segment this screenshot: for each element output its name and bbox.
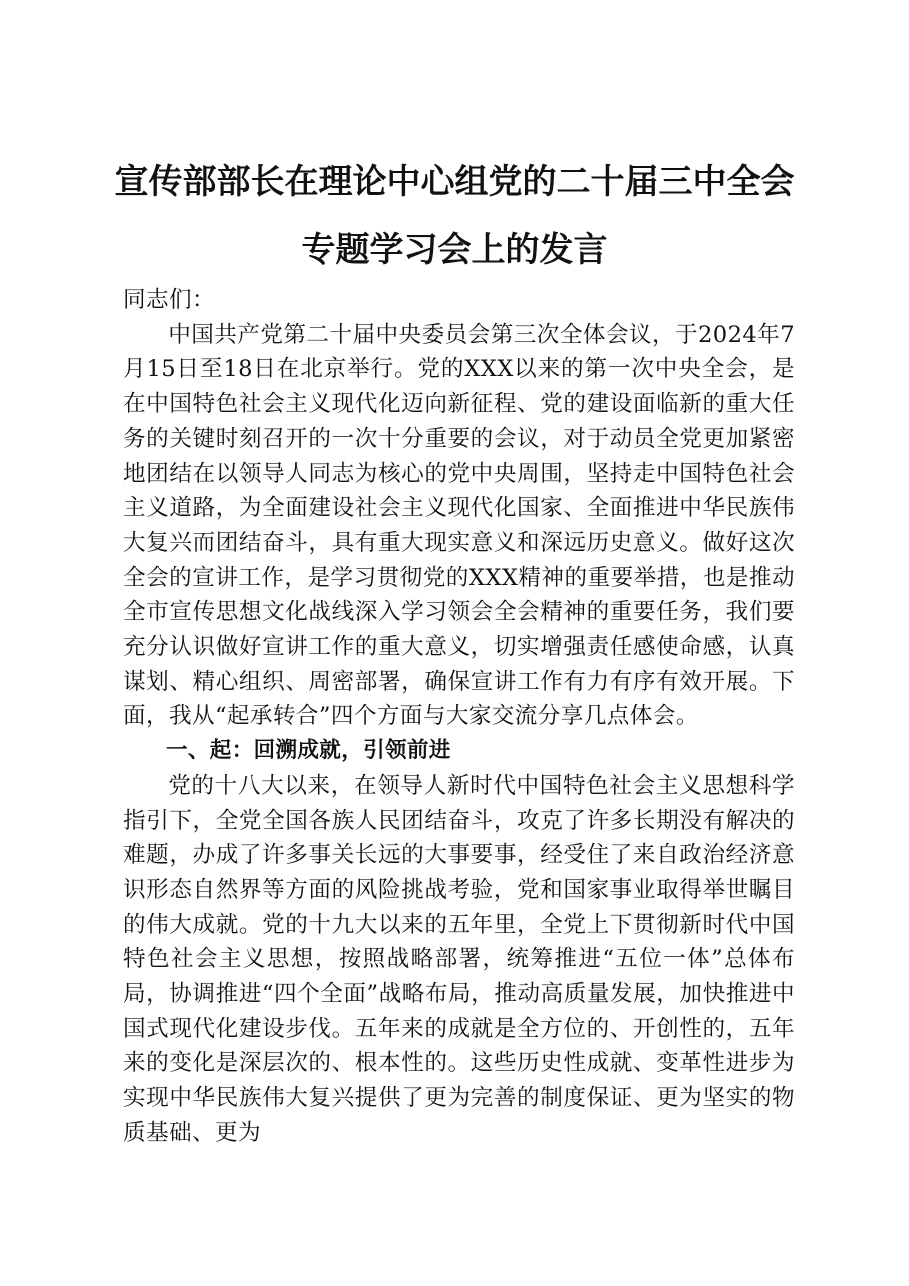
document-title-line-1: 宣传部部长在理论中心组党的二十届三中全会 — [114, 162, 795, 202]
document-body — [123, 283, 795, 1151]
document-title-line-2: 专题学习会上的发言 — [301, 230, 608, 270]
section-heading-1: 一、起：回溯成就，引领前进 — [166, 738, 451, 764]
salutation: 同志们： — [123, 287, 215, 313]
paragraph-intro: 中国共产党第二十届中央委员会第三次全体会议，于2024年7月15日至18日在北京举行。党的XXX以来的第一次中央全会，是在中国特色社会主义现代化迈向新征程、党的建设面临新的重大任务的关键时刻召开的一次十分重要的会议，对于动员全党更加紧密地团结在以领导人同志为核心的党中央周围，坚持走中国特色社会主义道路，为全面建设社会主义现代化国家、全面推进中华民族伟大复兴而团结奋斗，具有重大现实意义和深远历史意义。做好这次全会的宣讲工作，是学习贯彻党的XXX精神的重要举措，也是推动全市宣传思想文化战线深入学习领会全会精神的重要任务，我们要充分认识做好宣讲工作的重大意义，切实增强责任感使命感，认真谋划、精心组织、周密部署，确保宣讲工作有力有序有效开展。下面，我从“起承转合”四个方面与大家交流分享几点体会。 — [123, 321, 795, 730]
paragraph-section-1: 党的十八大以来，在领导人新时代中国特色社会主义思想科学指引下，全党全国各族人民团结奋斗，攻克了许多长期没有解决的难题，办成了许多事关长远的大事要事，经受住了来自政治经济意识形态自然界等方面的风险挑战考验，党和国家事业取得举世瞩目的伟大成就。党的十九大以来的五年里，全党上下贯彻新时代中国特色社会主义思想，按照战略部署，统筹推进“五位一体”总体布局，协调推进“四个全面”战略布局，推动高质量发展，加快推进中国式现代化建设步伐。五年来的成就是全方位的、开创性的，五年来的变化是深层次的、根本性的。这些历史性成就、变革性进步为实现中华民族伟大复兴提供了更为完善的制度保证、更为坚实的物质基础、更为 — [123, 772, 795, 1146]
